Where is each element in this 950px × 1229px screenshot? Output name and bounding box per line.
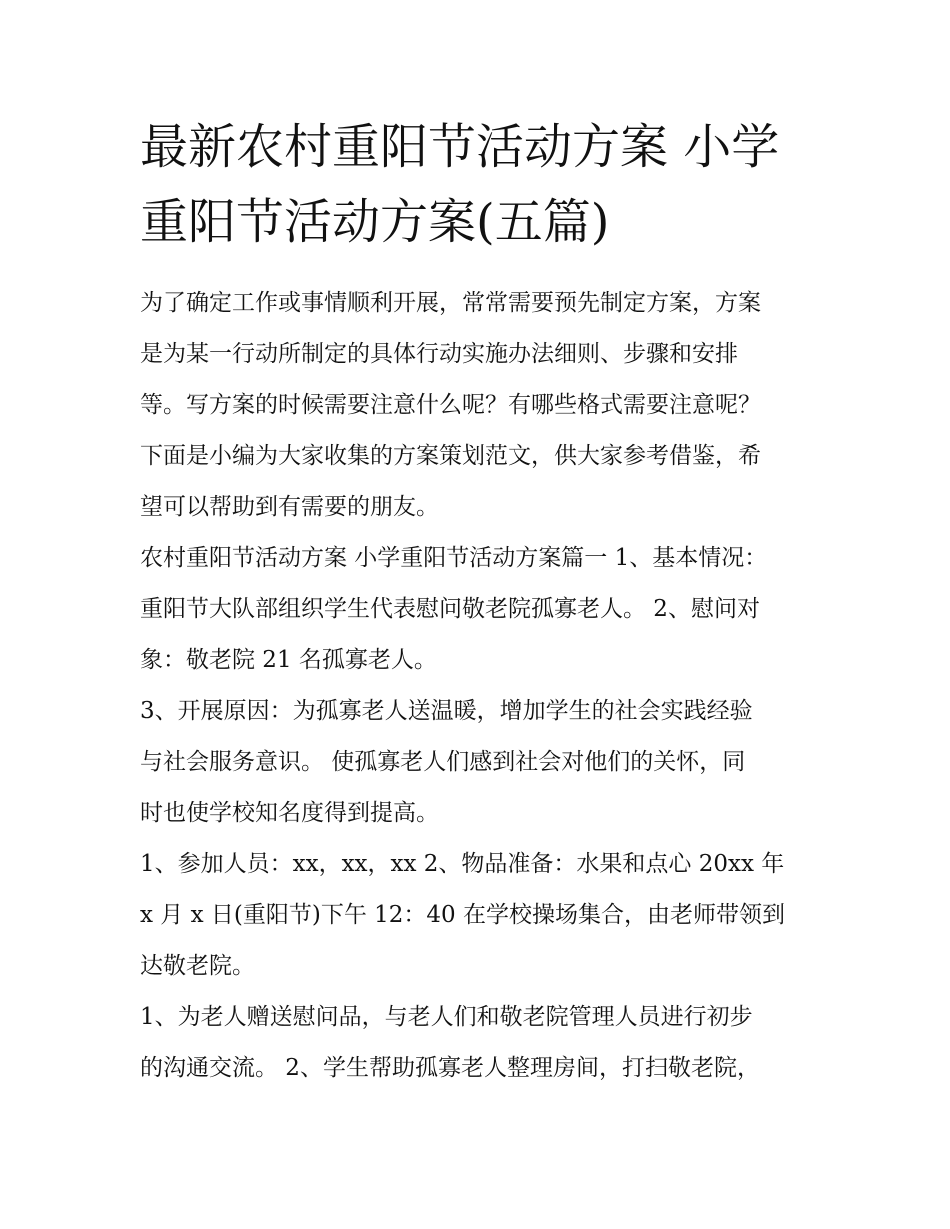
text-line: 1、为老人赠送慰问品，与老人们和敬老院管理人员进行初步 — [140, 1004, 753, 1030]
text-line: 达敬老院。 — [140, 953, 255, 979]
text-line: 重阳节大队部组织学生代表慰问敬老院孤寡老人。 2、慰问对 — [140, 596, 760, 622]
text-line: 为了确定工作或事情顺利开展，常常需要预先制定方案，方案 — [140, 290, 761, 316]
text-line: 与社会服务意识。 使孤寡老人们感到社会对他们的关怀，同 — [140, 749, 746, 775]
text-line: 象：敬老院 21 名孤寡老人。 — [140, 647, 437, 673]
participants-paragraph — [140, 839, 820, 992]
activities-paragraph — [140, 992, 820, 1094]
intro-paragraph — [140, 278, 820, 533]
document-body — [140, 278, 820, 1094]
reason-paragraph — [140, 686, 820, 839]
document-title — [140, 110, 820, 260]
title-line: 最新农村重阳节活动方案 小学 — [140, 119, 780, 175]
title-line: 重阳节活动方案(五篇) — [140, 194, 610, 250]
basic-info-paragraph — [140, 533, 820, 686]
text-line: 农村重阳节活动方案 小学重阳节活动方案篇一 1、基本情况： — [140, 545, 768, 571]
text-line: 望可以帮助到有需要的朋友。 — [140, 494, 439, 520]
text-line: 下面是小编为大家收集的方案策划范文，供大家参考借鉴，希 — [140, 443, 761, 469]
text-line: 3、开展原因：为孤寡老人送温暖，增加学生的社会实践经验 — [140, 698, 753, 724]
text-line: 等。写方案的时候需要注意什么呢？有哪些格式需要注意呢？ — [140, 392, 761, 418]
text-line: 的沟通交流。 2、学生帮助孤寡老人整理房间，打扫敬老院， — [140, 1055, 760, 1081]
text-line: 是为某一行动所制定的具体行动实施办法细则、步骤和安排 — [140, 341, 738, 367]
text-line: 时也使学校知名度得到提高。 — [140, 800, 439, 826]
text-line: 1、参加人员：xx，xx，xx 2、物品准备：水果和点心 20xx 年 — [140, 851, 785, 877]
text-line: x 月 x 日(重阳节)下午 12：40 在学校操场集合，由老师带领到 — [140, 902, 785, 928]
